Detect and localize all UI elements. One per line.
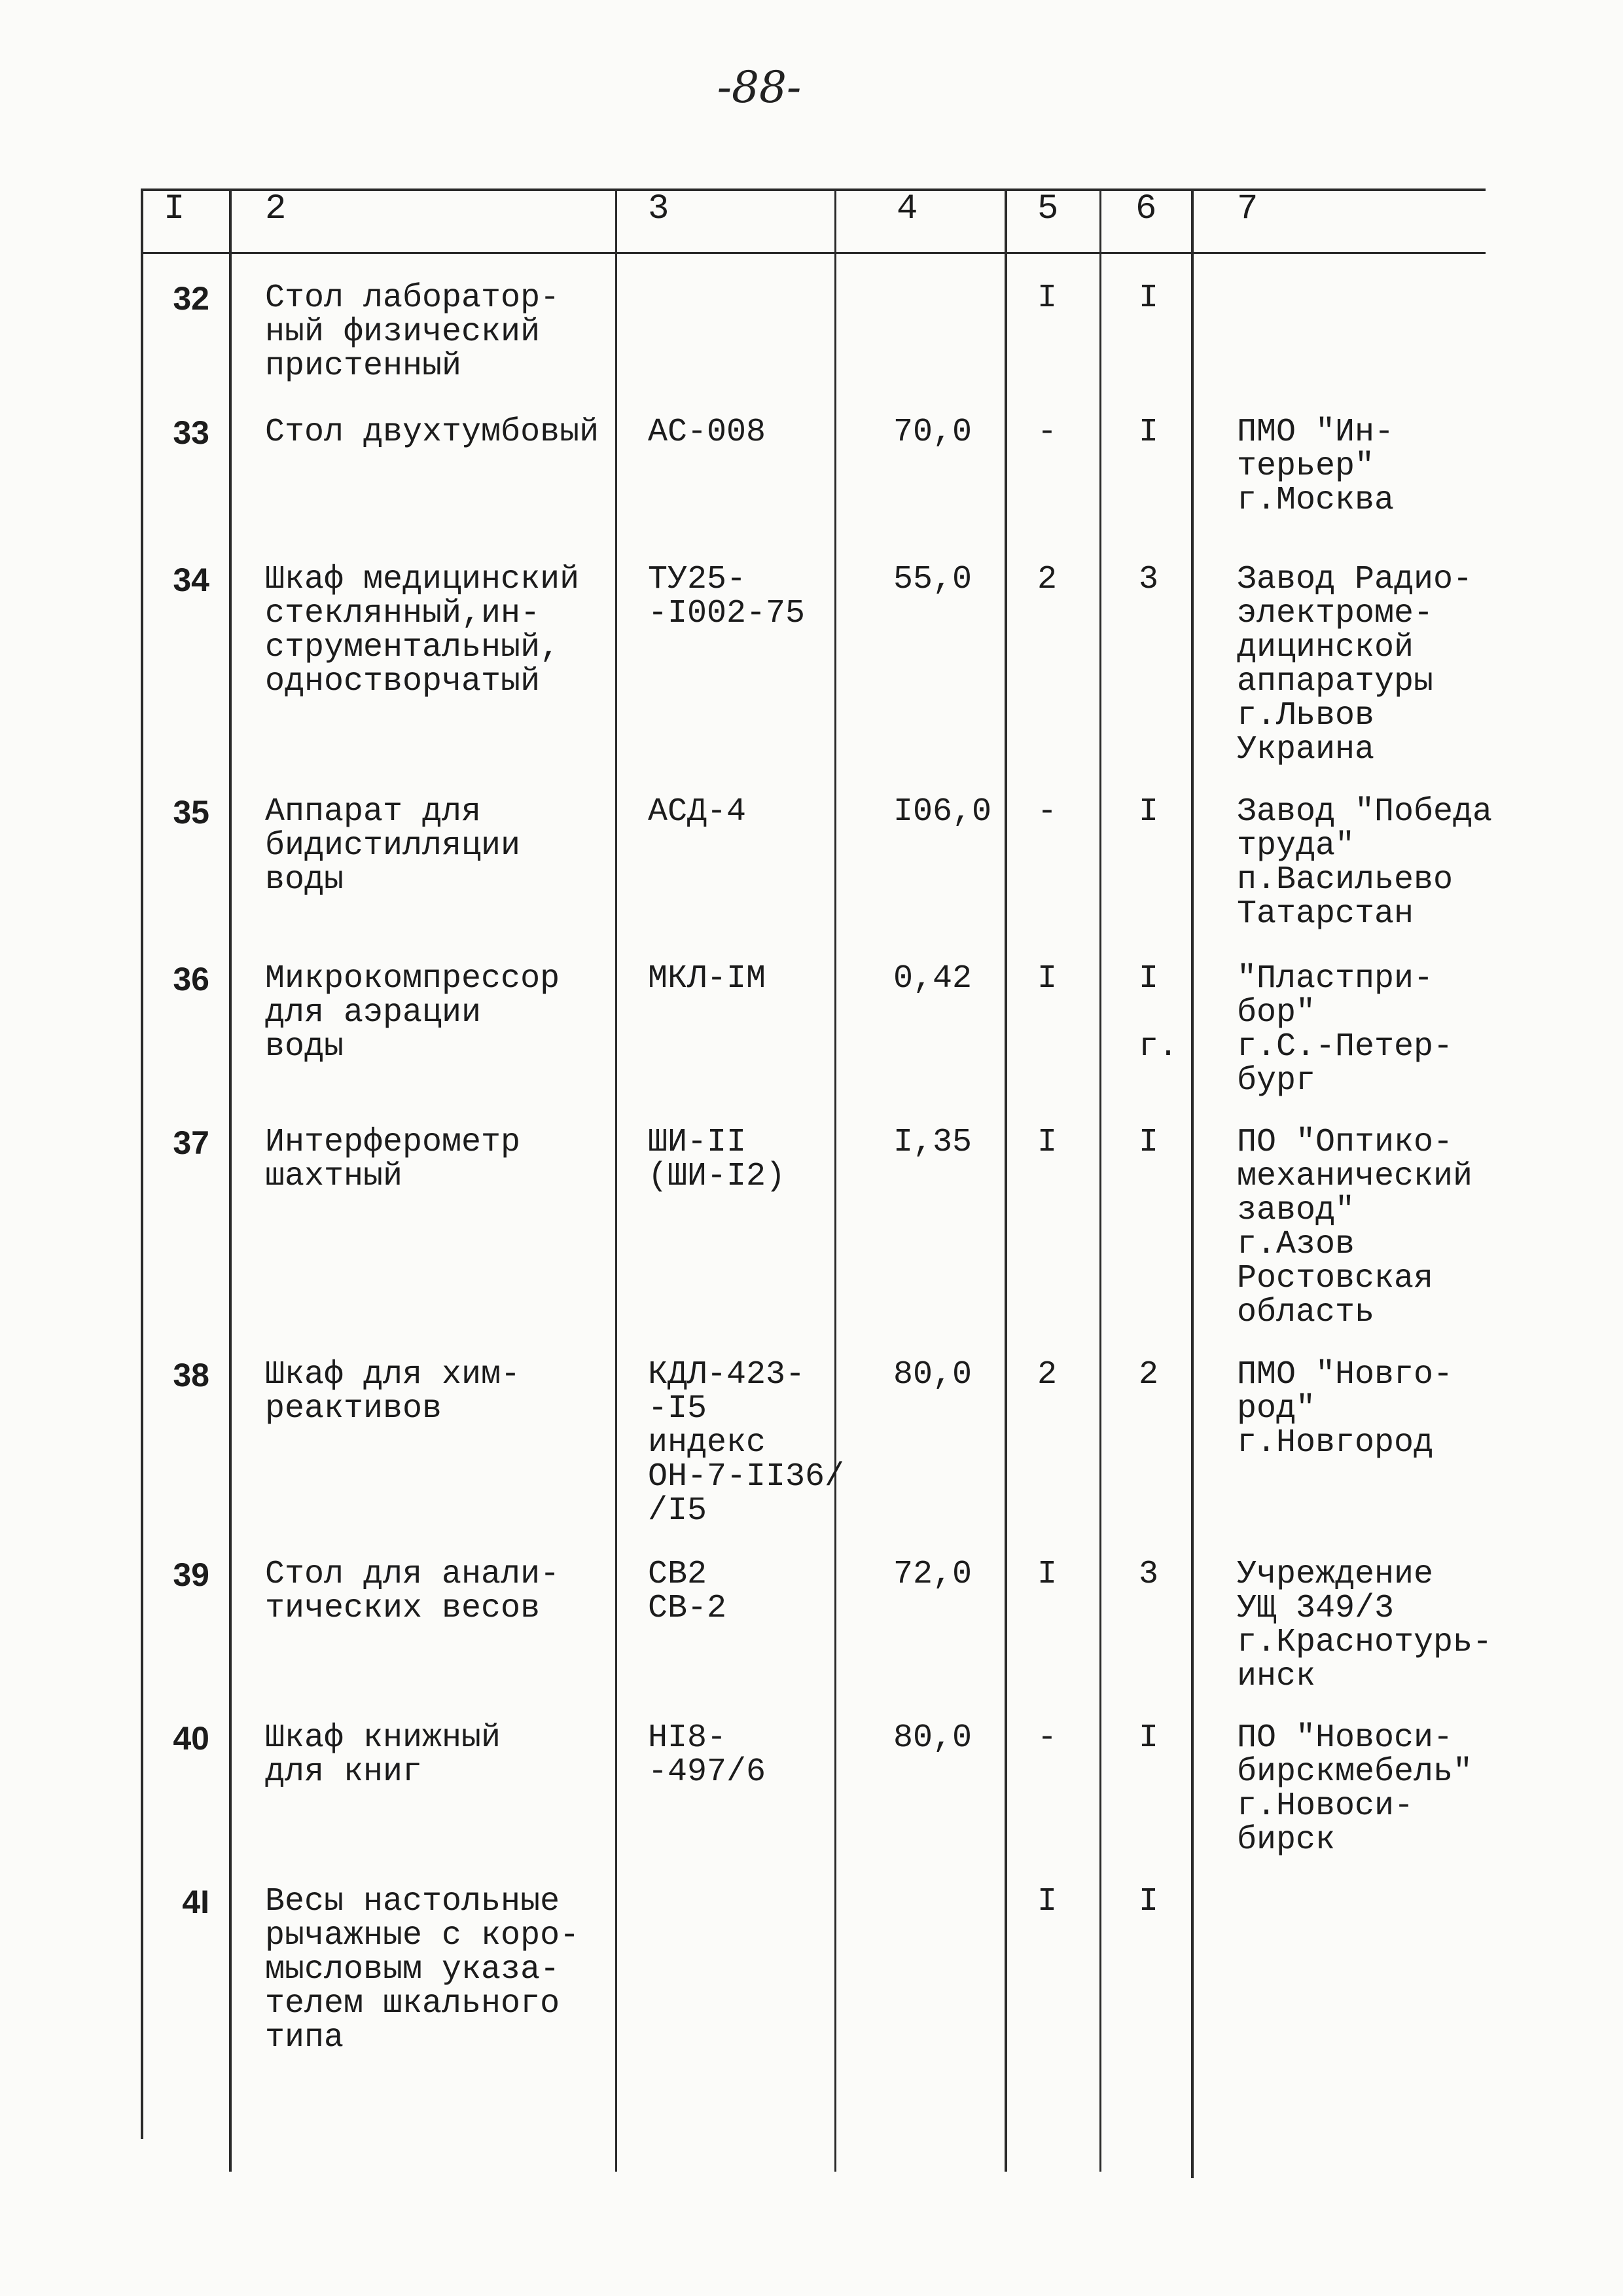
- item-qty-5: I: [1037, 279, 1058, 317]
- item-price: 55,0: [893, 561, 972, 598]
- item-name: Шкаф книжный для книг: [265, 1719, 501, 1791]
- item-maker: Учреждение УЩ 349/3 г.Краснотурь- инск: [1237, 1556, 1493, 1695]
- item-price: 70,0: [893, 414, 972, 451]
- item-name: Шкаф медицинский стеклянный,ин- струментальный, одностворчатый: [265, 561, 580, 700]
- item-model: АС-008: [648, 414, 766, 451]
- table-top-rule: [141, 188, 1486, 191]
- item-qty-6: I: [1139, 414, 1159, 451]
- item-model: АСД-4: [648, 793, 747, 831]
- item-qty-6: I: [1139, 1124, 1159, 1161]
- col-header-3: 3: [648, 189, 669, 229]
- item-qty-5: -: [1037, 1719, 1058, 1757]
- col-header-6: 6: [1135, 189, 1157, 229]
- item-qty-6: I г.: [1139, 960, 1179, 1066]
- col-divider-3-4: [834, 188, 836, 2172]
- item-maker: ПО "Новоси- бирскмебель" г.Новоси- бирск: [1237, 1719, 1473, 1859]
- item-model: ТУ25- -I002-75: [648, 561, 806, 632]
- item-model: СВ2 СВ-2: [648, 1556, 727, 1627]
- item-model: ШИ-II (ШИ-I2): [648, 1124, 786, 1195]
- item-qty-6: 2: [1139, 1356, 1159, 1393]
- col-header-7: 7: [1237, 189, 1258, 229]
- item-name: Стол лаборатор- ный физический пристенный: [265, 279, 560, 385]
- item-price: I,35: [893, 1124, 972, 1161]
- item-name: Шкаф для хим- реактивов: [265, 1356, 521, 1427]
- col-divider-4-5: [1005, 188, 1007, 2172]
- col-header-2: 2: [265, 189, 287, 229]
- row-number: 35: [173, 794, 209, 831]
- col-divider-2-3: [615, 188, 617, 2172]
- col-divider-5-6: [1099, 188, 1101, 2172]
- item-qty-5: I: [1037, 960, 1058, 997]
- item-maker: "Пластпри- бор" г.С.-Петер- бург: [1237, 960, 1454, 1100]
- col-header-5: 5: [1037, 189, 1059, 229]
- item-maker: ПМО "Новго- род" г.Новгород: [1237, 1356, 1454, 1462]
- row-number: 40: [173, 1720, 209, 1757]
- item-qty-5: -: [1037, 414, 1058, 451]
- item-price: 80,0: [893, 1356, 972, 1393]
- item-name: Стол двухтумбовый: [265, 414, 599, 451]
- col-border-left: [141, 188, 143, 2139]
- item-qty-6: I: [1139, 793, 1159, 831]
- col-header-4: 4: [897, 189, 918, 229]
- item-price: 80,0: [893, 1719, 972, 1757]
- item-qty-5: I: [1037, 1124, 1058, 1161]
- row-number: 34: [173, 562, 209, 598]
- item-maker: ПМО "Ин- терьер" г.Москва: [1237, 414, 1395, 519]
- item-qty-6: I: [1139, 1883, 1159, 1920]
- item-model: НI8- -497/6: [648, 1719, 766, 1791]
- col-divider-1-2: [229, 188, 232, 2172]
- item-qty-6: I: [1139, 279, 1159, 317]
- row-number: 32: [173, 280, 209, 317]
- item-name: Аппарат для бидистилляции воды: [265, 793, 521, 899]
- item-model: МКЛ-IМ: [648, 960, 766, 997]
- item-price: 0,42: [893, 960, 972, 997]
- item-qty-6: 3: [1139, 561, 1159, 598]
- row-number: 38: [173, 1357, 209, 1393]
- table-header-rule: [141, 252, 1486, 254]
- item-qty-5: -: [1037, 793, 1058, 831]
- item-qty-5: I: [1037, 1883, 1058, 1920]
- item-qty-6: 3: [1139, 1556, 1159, 1593]
- row-number: 36: [173, 961, 209, 997]
- item-qty-5: I: [1037, 1556, 1058, 1593]
- item-qty-5: 2: [1037, 561, 1058, 598]
- row-number: 37: [173, 1124, 209, 1161]
- item-name: Интерферометр шахтный: [265, 1124, 521, 1195]
- page-number: -88-: [717, 62, 802, 113]
- item-maker: ПО "Оптико- механический завод" г.Азов Ростовская область: [1237, 1124, 1473, 1331]
- item-price: I06,0: [893, 793, 992, 831]
- row-number: 33: [173, 414, 209, 451]
- row-number: 39: [173, 1556, 209, 1593]
- col-divider-6-7: [1191, 188, 1194, 2178]
- row-number: 4I: [182, 1884, 209, 1920]
- item-price: 72,0: [893, 1556, 972, 1593]
- item-name: Весы настольные рычажные с коро- мысловым указа- телем шкального типа: [265, 1883, 580, 2056]
- item-qty-5: 2: [1037, 1356, 1058, 1393]
- item-maker: Завод Радио- электроме- дицинской аппаратуры г.Львов Украина: [1237, 561, 1473, 768]
- item-maker: Завод "Победа труда" п.Васильево Татарстан: [1237, 793, 1493, 933]
- item-name: Стол для анали- тических весов: [265, 1556, 560, 1627]
- col-header-1: I: [164, 189, 185, 229]
- item-name: Микрокомпрессор для аэрации воды: [265, 960, 560, 1066]
- item-model: КДЛ-423- -I5 индекс ОН-7-II36/ /I5: [648, 1356, 845, 1530]
- item-qty-6: I: [1139, 1719, 1159, 1757]
